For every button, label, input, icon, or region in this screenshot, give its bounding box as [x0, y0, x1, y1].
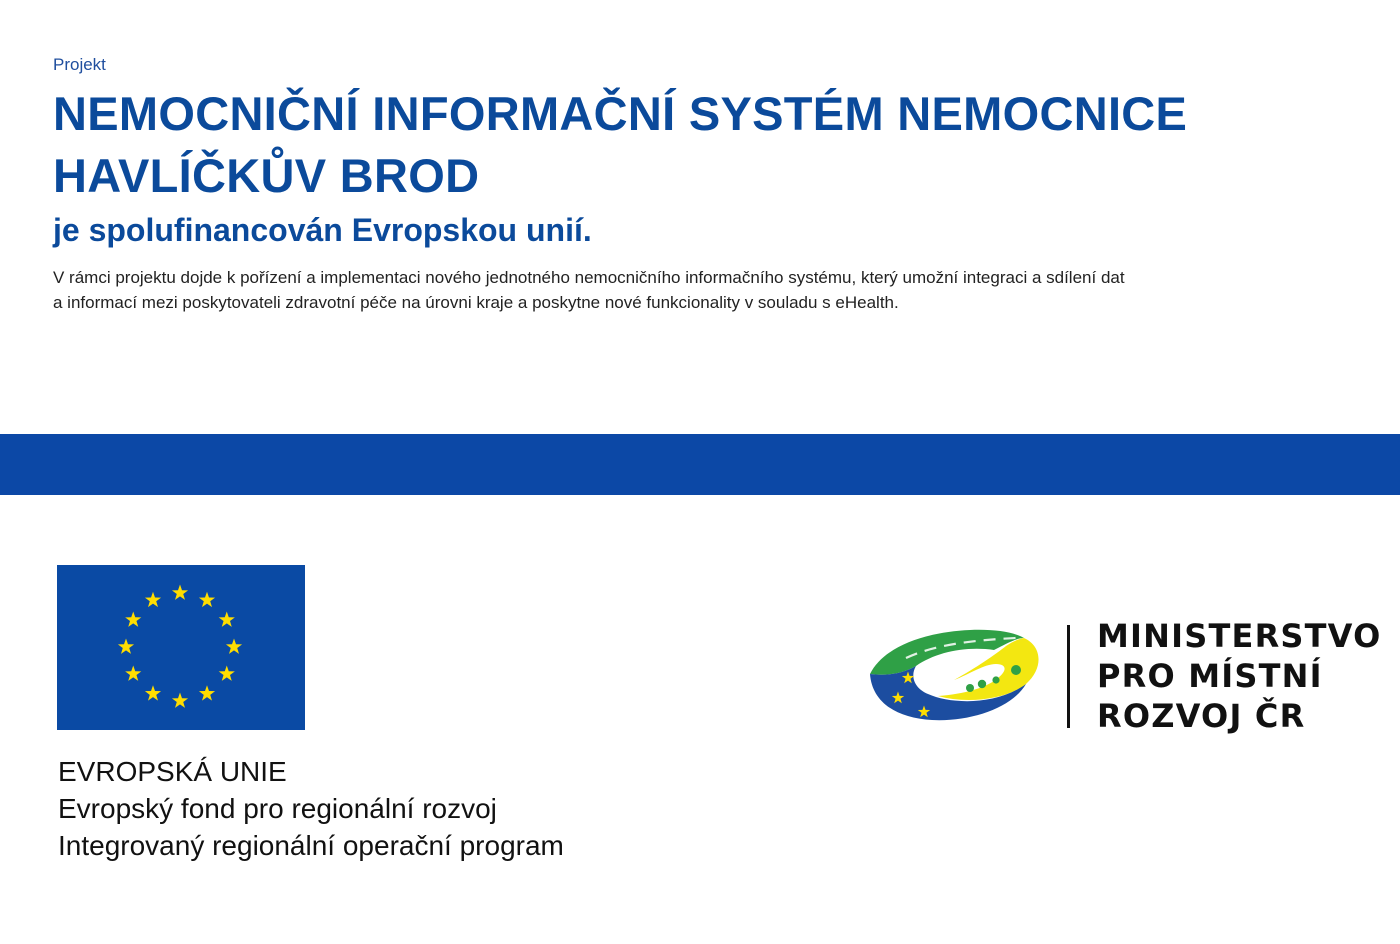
- project-title: [53, 83, 1353, 207]
- mmr-emblem-tree: [966, 684, 974, 692]
- eu-caption-line-3: Integrovaný regionální operační program: [58, 830, 564, 861]
- eu-caption-line-2: Evropský fond pro regionální rozvoj: [58, 793, 497, 824]
- project-subtitle: je spolufinancován Evropskou unií.: [53, 212, 592, 248]
- project-title-line-1: NEMOCNIČNÍ INFORMAČNÍ SYSTÉM NEMOCNICE: [53, 87, 1188, 140]
- project-description: [53, 266, 1333, 315]
- ministry-name-line-2: PRO MÍSTNÍ: [1097, 657, 1323, 695]
- eu-flag-icon: [57, 565, 305, 730]
- project-title-line-2: HAVLÍČKŮV BROD: [53, 149, 480, 202]
- mmr-emblem-tree: [1011, 665, 1021, 675]
- project-description-line-1: V rámci projektu dojde k pořízení a implementaci nového jednotného nemocničního informačního systému, který umožní integraci a sdílení dat: [53, 268, 1125, 287]
- project-description-line-2: a informací mezi poskytovateli zdravotní péče na úrovni kraje a poskytne nové funkcionality v souladu s eHealth.: [53, 292, 899, 312]
- mmr-emblem-tree: [978, 680, 986, 688]
- ministry-divider: [1067, 625, 1070, 728]
- eu-caption: [58, 753, 564, 864]
- eu-caption-line-1: EVROPSKÁ UNIE: [58, 756, 287, 787]
- blue-band: [0, 434, 1400, 495]
- ministry-name-line-1: MINISTERSTVO: [1097, 617, 1382, 655]
- mmr-emblem-icon: [866, 624, 1044, 724]
- ministry-name-line-3: ROZVOJ ČR: [1097, 697, 1306, 735]
- mmr-emblem-tree: [992, 676, 999, 683]
- project-label: Projekt: [53, 55, 106, 74]
- ministry-name: [1097, 616, 1382, 736]
